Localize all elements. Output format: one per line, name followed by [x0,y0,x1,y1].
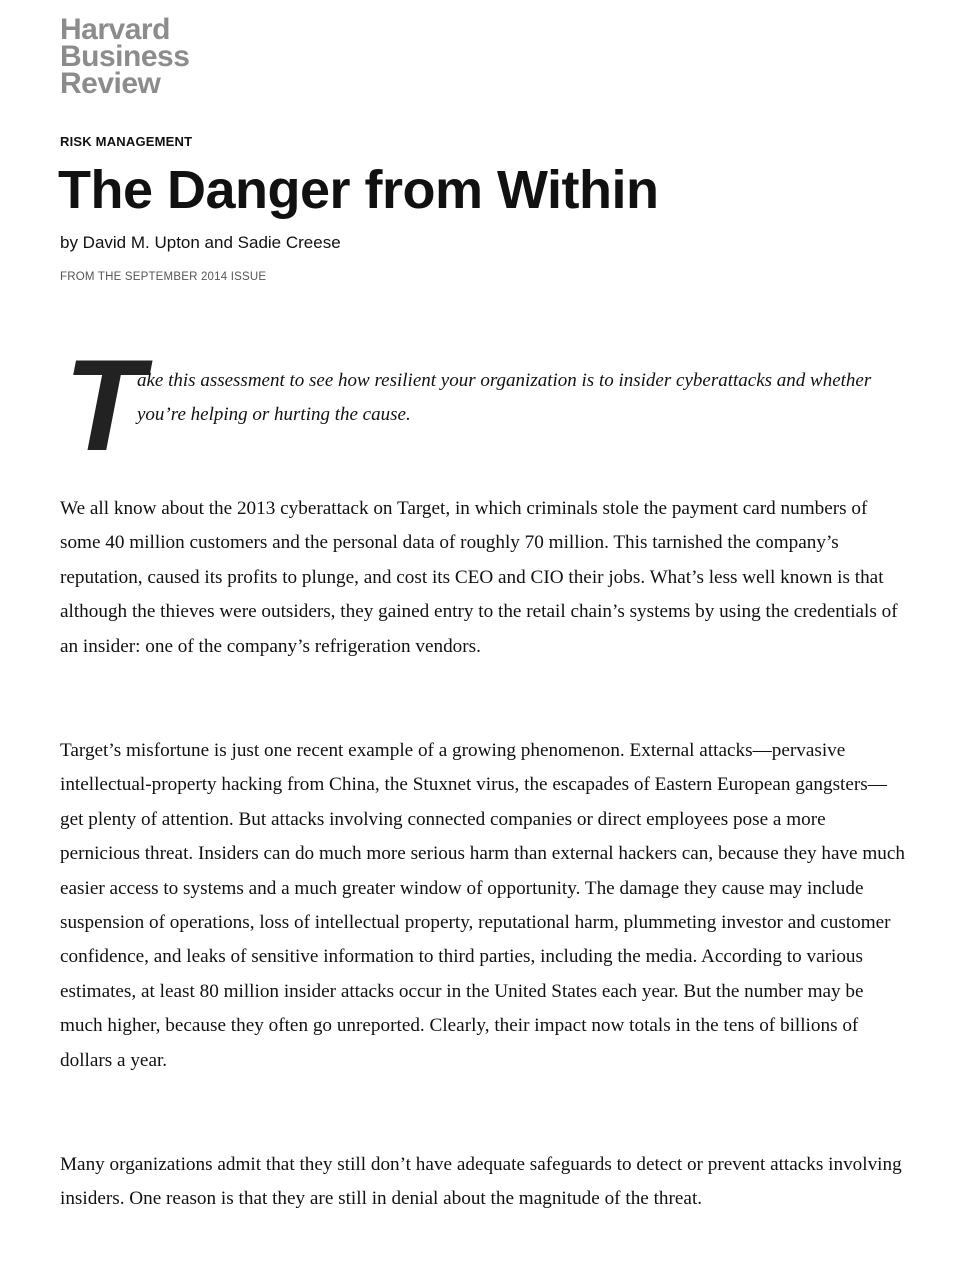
hbr-logo[interactable] [60,13,190,100]
section-label[interactable]: RISK MANAGEMENT [60,134,193,149]
logo-line-business: Business [60,40,190,73]
body-paragraph-1: We all know about the 2013 cyberattack on Target, in which criminals stole the payment card numbers of some 40 million customers and the personal data of roughly 70 million. This tarnished the company’s reputation, caused its profits to plunge, and cost its CEO and CIO their jobs. What’s less well known is that although the thieves were outsiders, they gained entry to the retail chain’s systems by using the credentials of an insider: one of the company’s refrigeration vendors. [60,498,898,657]
body-paragraph-2: Target’s misfortune is just one recent example of a growing phenomenon. External attacks—pervasive intellectual-property hacking from China, the Stuxnet virus, the escapades of Eastern European gangsters—get plenty of attention. But attacks involving connected companies or direct employees pose a more pernicious threat. Insiders can do much more serious harm than external hackers can, because they have much easier access to systems and a much greater window of opportunity. The damage they cause may include suspension of operations, loss of intellectual property, reputational harm, plummeting investor and customer confidence, and leaks of sensitive information to third parties, including the media. According to various estimates, at least 80 million insider attacks occur in the United States each year. But the number may be much higher, because they often go unreported. Clearly, their impact now totals in the tens of billions of dollars a year. [60,740,905,1071]
logo-line-review: Review [60,67,161,100]
article-intro: ake this assessment to see how resilient your organization is to insider cyberattacks and whether you’re helping or hurting the cause. [137,370,872,425]
logo-line-harvard: Harvard [60,13,170,46]
body-paragraph-3: Many organizations admit that they still don’t have adequate safeguards to detect or prevent attacks involving insiders. One reason is that they are still in denial about the magnitude of the threat. [60,1154,902,1210]
drop-cap: T [64,332,144,478]
issue-label: FROM THE SEPTEMBER 2014 ISSUE [60,271,267,283]
article-title: The Danger from Within [58,160,659,220]
byline: by David M. Upton and Sadie Creese [60,233,341,252]
